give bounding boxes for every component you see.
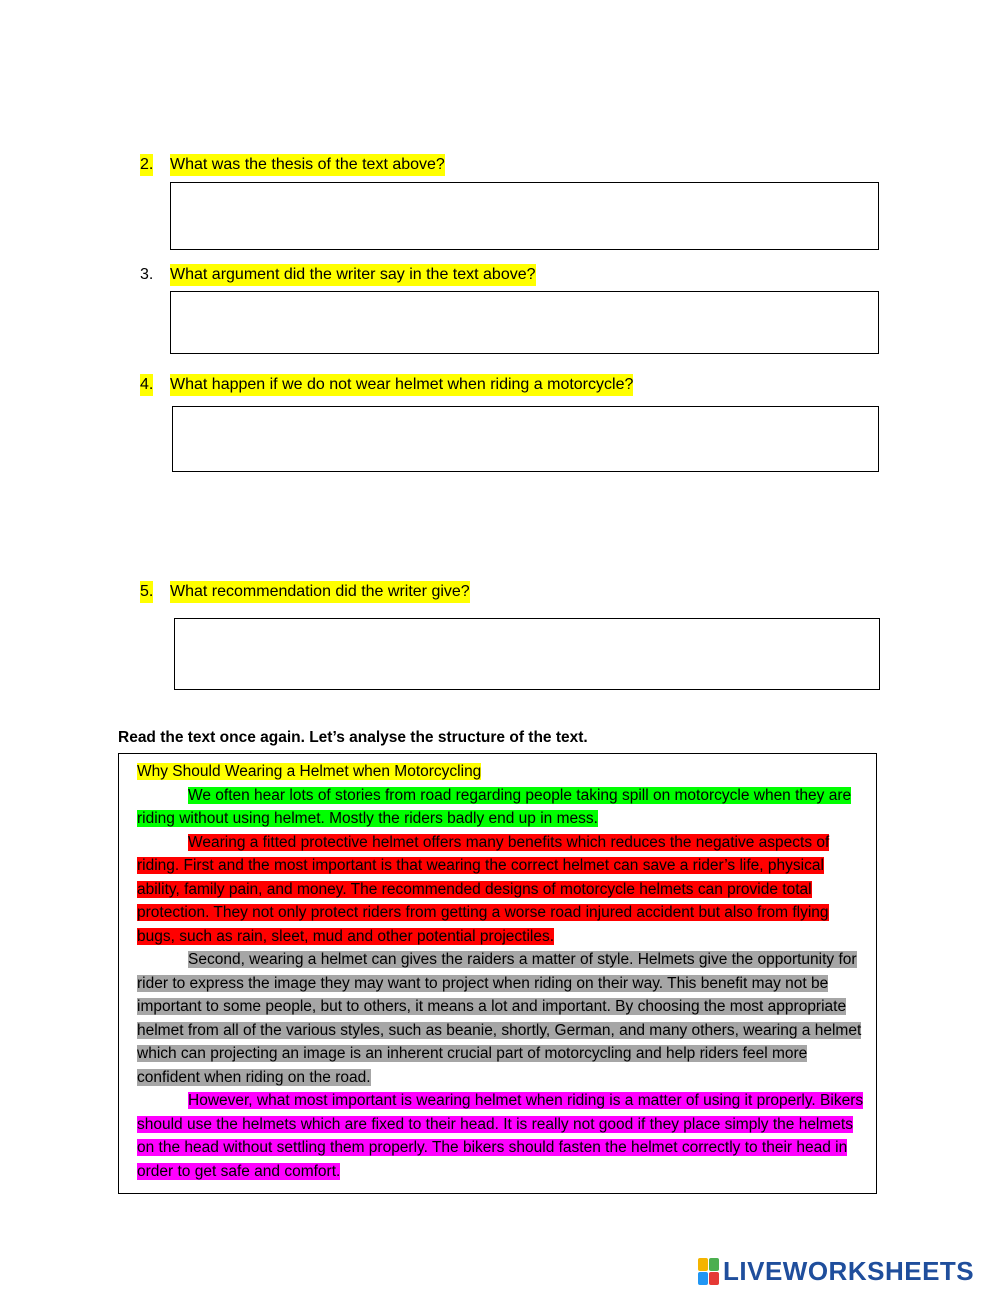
paragraph-orientation: We often hear lots of stories from road regarding people taking spill on motorcycle when they are riding without using helmet. Mostly the riders badly end up in mess. xyxy=(137,786,852,827)
paragraph-argument-1: Wearing a fitted protective helmet offers many benefits which reduces the negative aspects of riding. First and the most important is that wearing the correct helmet can save a rider’s life, physical ability, family pain, and money. The recommended designs of motorcycle helmets can provide total protection. They not only protect riders from getting a worse road injured accident but also from flying bugs, such as rain, sleet, mud and other potential projectiles. xyxy=(137,833,830,945)
liveworksheets-logo xyxy=(698,1257,974,1285)
answer-box-question-5[interactable] xyxy=(174,618,880,690)
question-number: 2. xyxy=(140,154,153,176)
paragraph-argument-2: Second, wearing a helmet can gives the raiders a matter of style. Helmets give the opportunity for rider to express the image they may want to project when riding on their way. This benefit may not be important to some people, but to others, it means a lot and important. By choosing the most appropriate helmet from all of the various styles, such as beanie, shortly, German, and many others, wearing a helmet which can projecting an image is an inherent crucial part of motorcycling and help riders feel more confident when riding on the road. xyxy=(137,951,862,1086)
question-number: 4. xyxy=(140,374,153,396)
passage xyxy=(137,760,867,1183)
liveworksheets-logo-icon xyxy=(698,1258,719,1285)
paragraph-recommendation: However, what most important is wearing helmet when riding is a matter of using it properly. Bikers should use the helmets which are fixed to their head. It is really not good if they place simply the helmets on the head without settling them properly. The bikers should fasten the helmet correctly to their head in order to get safe and comfort. xyxy=(137,1092,864,1180)
answer-box-question-3[interactable] xyxy=(170,291,879,354)
question-text: What recommendation did the writer give? xyxy=(170,581,470,603)
answer-box-question-2[interactable] xyxy=(170,182,879,250)
question-number: 5. xyxy=(140,581,153,603)
section-heading: Read the text once again. Let’s analyse the structure of the text. xyxy=(118,729,588,746)
question-text: What happen if we do not wear helmet when riding a motorcycle? xyxy=(170,374,633,396)
question-text: What was the thesis of the text above? xyxy=(170,154,445,176)
question-number: 3. xyxy=(140,266,154,283)
passage-title: Why Should Wearing a Helmet when Motorcycling xyxy=(137,763,482,780)
logo-text: LIVEWORKSHEETS xyxy=(723,1255,975,1286)
question-text: What argument did the writer say in the text above? xyxy=(170,264,536,286)
answer-box-question-4[interactable] xyxy=(172,406,879,472)
